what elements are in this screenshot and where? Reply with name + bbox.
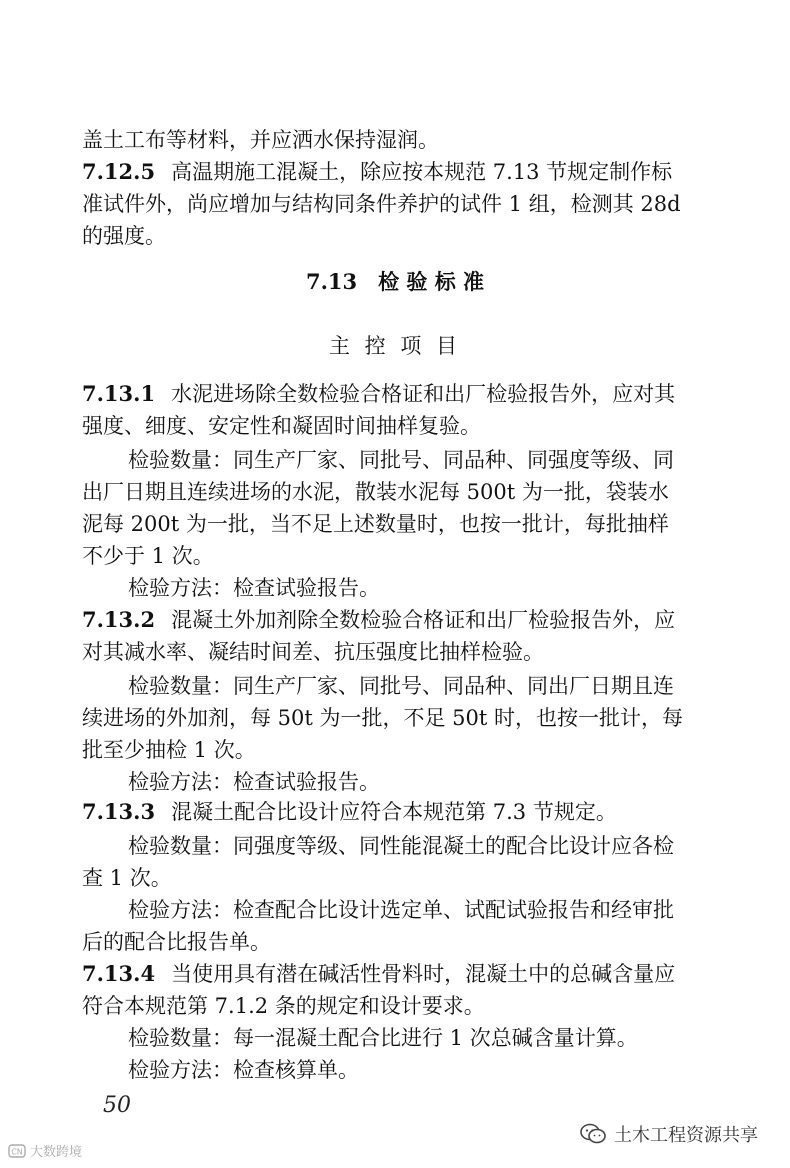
text-line: [0, 702, 790, 734]
clause-text: 混凝土外加剂除全数检验合格证和出厂检验报告外，应: [171, 608, 676, 632]
section-heading: [0, 266, 790, 298]
clause-text: 高温期施工混凝土，除应按本规范 7.13 节规定制作标: [171, 160, 673, 184]
text-line: [0, 1054, 790, 1086]
clause-number: 7.12.5: [82, 159, 156, 184]
line-text: 检验方法：检查试验报告。: [128, 576, 380, 600]
svg-text:CN: CN: [11, 1147, 23, 1156]
wechat-icon: [580, 1123, 606, 1145]
clause-number: 7.13.1: [82, 381, 156, 406]
clause-text: 当使用具有潜在碱活性骨料时，混凝土中的总碱含量应: [171, 962, 676, 986]
clause-7-13-1: [0, 378, 790, 410]
text-line: [0, 444, 790, 476]
text-line: [0, 990, 790, 1022]
line-text: 查 1 次。: [82, 866, 172, 890]
text-line: [0, 410, 790, 442]
clause-7-13-3: [0, 796, 790, 828]
text-line: [0, 572, 790, 604]
wechat-watermark: [580, 1121, 758, 1147]
text-line: [0, 766, 790, 798]
line-text: 检验数量：每一混凝土配合比进行 1 次总碱含量计算。: [128, 1026, 638, 1050]
clause-number: 7.13.3: [82, 799, 156, 824]
wechat-account-name: 土木工程资源共享: [614, 1125, 758, 1146]
line-text: 检验数量：同生产厂家、同批号、同品种、同强度等级、同: [128, 448, 674, 472]
text-line: [0, 220, 790, 252]
line-text: 检验数量：同生产厂家、同批号、同品种、同出厂日期且连: [128, 674, 674, 698]
text-line: [0, 188, 790, 220]
line-text: 续进场的外加剂，每 50t 为一批，不足 50t 时，也按一批计，每: [82, 706, 684, 730]
line-text: 不少于 1 次。: [82, 544, 214, 568]
source-watermark: [8, 1141, 82, 1160]
text-line: [0, 1022, 790, 1054]
text-line: [0, 926, 790, 958]
clause-number: 7.13.4: [82, 961, 156, 986]
line-text: 出厂日期且连续进场的水泥，散装水泥每 500t 为一批，袋装水: [82, 480, 669, 504]
subsection-heading: [0, 330, 790, 362]
source-name: 大数跨境: [30, 1145, 83, 1160]
line-text: 泥每 200t 为一批，当不足上述数量时，也按一批计，每批抽样: [82, 512, 669, 536]
clause-7-13-2: [0, 604, 790, 636]
line-text: 检验方法：检查配合比设计选定单、试配试验报告和经审批: [128, 898, 674, 922]
line-text: 强度、细度、安定性和凝固时间抽样复验。: [82, 414, 481, 438]
line-text: 盖土工布等材料，并应洒水保持湿润。: [82, 128, 439, 152]
line-text: 批至少抽检 1 次。: [82, 738, 256, 762]
line-text: 对其减水率、凝结时间差、抗压强度比抽样检验。: [82, 640, 544, 664]
text-line: [0, 540, 790, 572]
line-text: 准试件外，尚应增加与结构同条件养护的试件 1 组，检测其 28d: [82, 192, 681, 216]
line-text: 后的配合比报告单。: [82, 930, 271, 954]
clause-text: 水泥进场除全数检验合格证和出厂检验报告外，应对其: [171, 382, 676, 406]
text-line: [0, 636, 790, 668]
text-line: [0, 862, 790, 894]
page-number: 50: [103, 1093, 131, 1118]
text-line: [0, 894, 790, 926]
subsection-title: 主 控 项 目: [328, 334, 462, 358]
line-text: 检验数量：同强度等级、同性能混凝土的配合比设计应各检: [128, 834, 674, 858]
text-line: [0, 830, 790, 862]
clause-text: 混凝土配合比设计应符合本规范第 7.3 节规定。: [171, 800, 617, 824]
line-text: 检验方法：检查试验报告。: [128, 770, 380, 794]
line-text: 符合本规范第 7.1.2 条的规定和设计要求。: [82, 994, 485, 1018]
clause-7-13-4: [0, 958, 790, 990]
text-line: [0, 508, 790, 540]
section-title: 7.13 检 验 标 准: [305, 269, 485, 294]
text-line: [0, 670, 790, 702]
text-line: [0, 124, 790, 156]
line-text: 检验方法：检查核算单。: [128, 1058, 359, 1082]
cn-logo-icon: [8, 1143, 26, 1159]
clause-number: 7.13.2: [82, 607, 156, 632]
text-line: [0, 476, 790, 508]
line-text: 的强度。: [82, 224, 166, 248]
clause-7-12-5: [0, 156, 790, 188]
text-line: [0, 734, 790, 766]
